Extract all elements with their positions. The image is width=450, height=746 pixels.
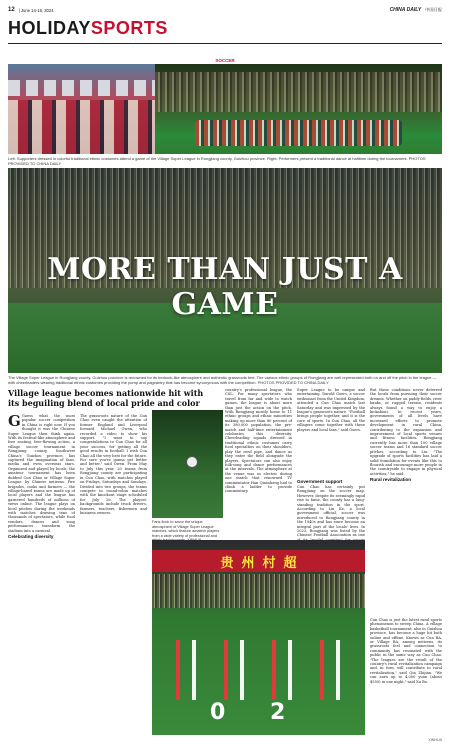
banner-char: 州 bbox=[241, 555, 255, 571]
photo-match-action bbox=[152, 540, 365, 735]
jersey-number: 0 bbox=[210, 700, 226, 725]
subhead-government-support: Government support bbox=[297, 479, 343, 484]
column-5-text: Super League to be unique and entertaining. Darold Goers, a soccer enthusiast from the United Kingdom, attended a Cun Chao match last Saturday and was impressed by the league's grassroots nature. "Football brings people together, and it is the core of sports. In Cun Chao, all the villagers come together with these players and local fans," said Goers. bbox=[297, 388, 365, 432]
article-column-6 bbox=[370, 388, 442, 616]
section-title-holiday: HOLIDAY bbox=[8, 18, 91, 38]
banner-char: 村 bbox=[262, 555, 276, 571]
page-number: 12 bbox=[8, 7, 15, 13]
article-column-8 bbox=[370, 618, 442, 732]
soccer-ball-icon bbox=[186, 456, 198, 468]
section-title bbox=[8, 18, 168, 40]
photo-halftime-dance bbox=[155, 64, 442, 154]
column-4-text: country's professional league, the CSL. For many spectators who travel from far and wide to watch games, the league is about more than just the action on the pitch. With Rongjiang mostly home to 11 ethnic groups and ethnic minorities making up more than 80 percent of its 380,000 population, the pre-match and half-time entertainment celebrates this diversity. Cheerleading squads dressed in traditional ethnic costumes carry food specialties on their shoulders, play the reed pipe, and dance as they enter the field alongside the players. Spectators can also enjoy folk-song and dance performances at the intervals. The atmosphere at the venue was so electric during one match that renowned TV commentator Han Qiaosheng had to climb a ladder to provide commentary. bbox=[225, 388, 292, 494]
section-title-sports: SPORTS bbox=[90, 18, 168, 38]
village-league-banner bbox=[152, 550, 365, 572]
article-column-2 bbox=[80, 414, 147, 739]
column-2-text: The grassroots nature of the Cun Chao even caught the attention of former England and Liverpool forward Michael Owen, who recorded a video to show his support. "I want to say congratulations to Cun Chao for all your success, for getting all the good results in football. I wish Cun Chao all the very best for the future. For sure you're gonna get better and better," said Owen. From May to July this year, 20 teams from Rongjiang county are participating in Cun Chao, with matches played on Fridays, Saturdays and Sundays. Divided into two groups, the teams compete in round-robin matches with the knockout stage scheduled for July 26. The players' backgrounds include truck drivers, farmers, teachers, fishermen and business owners. bbox=[80, 414, 147, 515]
footer-credit: XINHUA bbox=[428, 738, 442, 742]
photo-caption-top: Left: Supporters dressed in colorful traditional ethnic costumes attend a game of the Village Super League in Rongjiang county, Guizhou province. Right: Performers present a traditional dance at halftime during the tournament. PHOTOS PROVIDED TO CHINA DAILY bbox=[8, 156, 426, 166]
photo-fans bbox=[152, 410, 223, 518]
column-6-text: But these conditions never deterred the locals from pursuing their soccer dreams. Whether on paddy fields, river banks, or rugged terrain, residents always found a way to enjoy a kickabout. In recent years, governments of all levels have increased efforts to promote development in rural China, contributing to the expansion and improvement of local sports venues and fitness facilities. Rongjiang currently has more than 100 village soccer teams and 16 standard soccer pitches, according to Liu. "The upgrade of sports facilities has laid a solid foundation for events like this to flourish and encourage more people in the countryside to engage in physical activities," he said. bbox=[370, 388, 442, 476]
subhead-rural-revitalization: Rural revitalization bbox=[370, 477, 412, 483]
issue-date: | June 14-16, 2024 bbox=[18, 7, 54, 13]
hero-caption: The Village Super League in Rongjiang county, Guizhou province is renowned for its bedrock-like atmosphere and authentic grassroots feel. The various ethnic groups of Rongjiang are well represented both on and off the pitch in the league — with cheerleaders wearing traditional ethnic costumes providing the pomp and pageantry that has become synonymous with the competition. PHOTOS PROVIDED TO CHINA DAILY bbox=[8, 375, 437, 385]
hero-photo-stadium bbox=[8, 168, 442, 373]
divider bbox=[8, 43, 442, 44]
jersey-number: 2 bbox=[270, 700, 286, 725]
article-column-5 bbox=[297, 388, 365, 468]
article-headline: Village league becomes nationwide hit with its beguiling blend of local pride and color bbox=[8, 388, 204, 408]
hero-title: MORE THAN JUST A GAME bbox=[47, 252, 403, 322]
page-header bbox=[8, 4, 442, 16]
photo-costumed-supporters bbox=[8, 64, 155, 154]
brand-name-cn: 中国日报 bbox=[425, 7, 442, 12]
banner-char: 贵 bbox=[220, 555, 234, 571]
drop-cap: G bbox=[8, 414, 21, 430]
subhead-celebrating-diversity: Celebrating diversity bbox=[8, 533, 54, 539]
kicker: SOCCER bbox=[215, 58, 235, 63]
article-column-1 bbox=[8, 414, 75, 739]
banner-char: 超 bbox=[283, 555, 297, 571]
column-8-text: Cun Chao is just the latest rural sports phenomenon to sweep China. A village basketball tournament, also in Guizhou province, has become a huge hit both online and offline. Known as Cun BA, or Village BA, among netizens, its grassroots feel and connection to community has resonated with the public in the same way as Cun Chao. "The leagues are the result of the country's rural revitalization campaign and, in turn, will contribute to rural revitalization," said Qin Zhijian. "We can earn up to 4,000 yuan (about $550) in one night," said Xu Bo. bbox=[370, 618, 442, 684]
column-1-text: Guess what the most popular soccer competition in China is right now. If you thought it was the Chinese Super League then think again. With its festival-like atmosphere and free seating, free-flowing action, a village soccer tournament in Rongjiang county, Southwest China's Guizhou province, has captured the imagination of fans, media and even overseas stars. Organized and played by locals, the amateur tournament has been dubbed Cun Chao or Village Super League, by Chinese netizens. Fire brigades, cooks and farmers — the village-based teams are made up of local players and the league has garnered hundreds of millions of views online. The league plays on local pitches during the weekends with matches drawing tens of thousands of spectators, while food vendors, dances and song performances transform the stadium into a carnival. bbox=[8, 414, 75, 533]
column-7-text: Cun Chao has certainly put Rongjiang on the soccer map. However, despite its seemingly rapid rise to fame, the county has a long-standing tradition in the sport. According to Liu Ke, a local government official, soccer was introduced to Rongjiang county in the 1940s and has since become an integral part of the locals' lives. In 2023, Rongjiang was listed by the Chinese Football Association as one bbox=[297, 485, 365, 538]
brand-name: CHINA DAILY bbox=[389, 7, 422, 13]
photo-fans-caption: Fans flock to savor the unique atmosphere of Village Super League matches, which feature amateur players from a wide variety of professional and bbox=[152, 520, 220, 538]
